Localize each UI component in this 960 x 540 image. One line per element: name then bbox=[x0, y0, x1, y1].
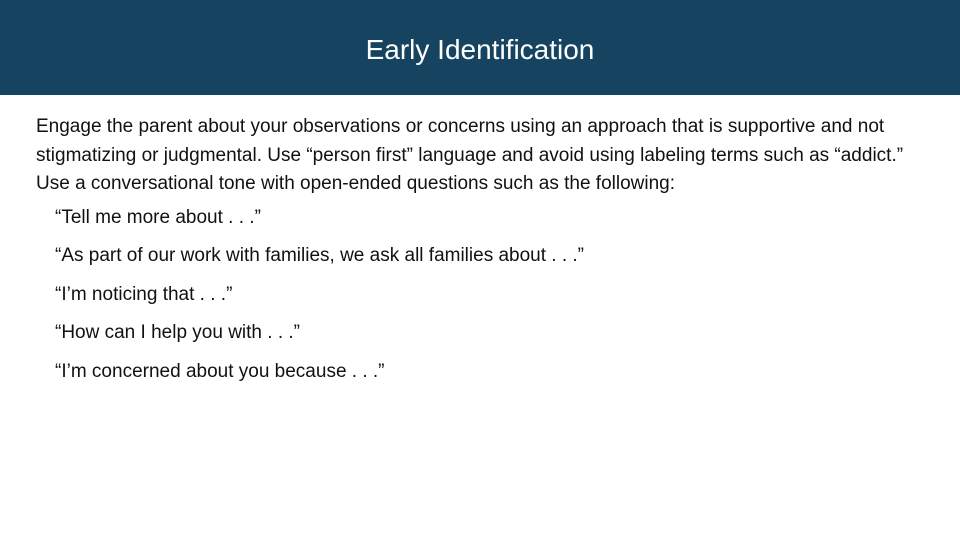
example-question: “How can I help you with . . .” bbox=[55, 322, 300, 343]
example-question: “Tell me more about . . .” bbox=[55, 206, 261, 228]
intro-paragraph: Engage the parent about your observations or concerns using an approach that is supportive and not stigmatizing or judgmental. Use “person first” language and avoid using labeling terms such as “addict.” Use a conversational tone with open-ended questions such as the following: bbox=[36, 116, 904, 194]
slide-content bbox=[36, 113, 936, 399]
example-question: “I’m noticing that . . .” bbox=[55, 283, 233, 305]
example-question: “I’m concerned about you because . . .” bbox=[55, 360, 385, 382]
title-bar bbox=[0, 0, 960, 95]
example-questions-list bbox=[36, 207, 936, 383]
slide-title: Early Identification bbox=[365, 33, 595, 65]
example-question: “As part of our work with families, we ask all families about . . .” bbox=[55, 245, 585, 266]
